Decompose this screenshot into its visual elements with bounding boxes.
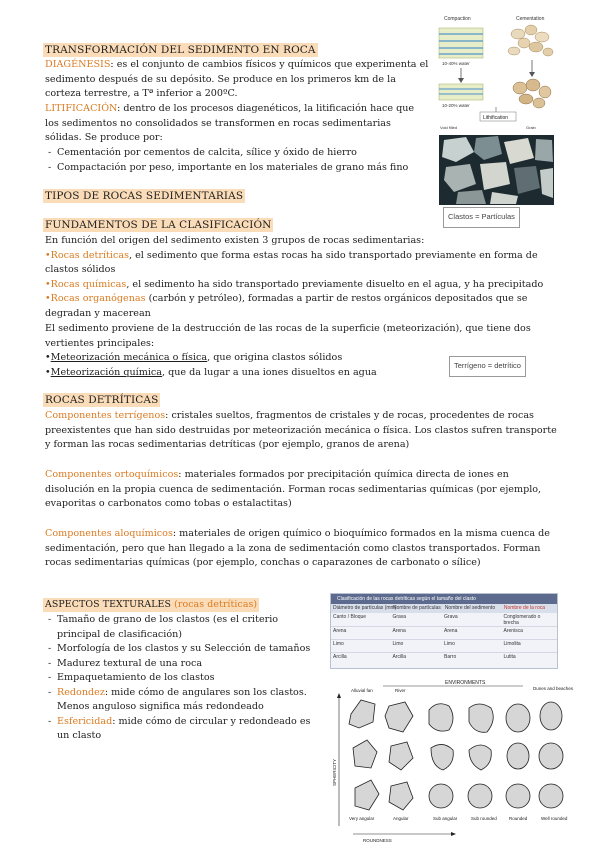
- list-item: - Morfología de los clastos y su Selección de tamaños: [45, 642, 315, 657]
- litificacion-list: [45, 146, 425, 175]
- grains-bottom-row: [355, 780, 563, 810]
- list-item-detriticas: •Rocas detríticas, el sedimento que forma estas rocas ha sido transportado previamente en forma de clastos sólidos: [45, 249, 538, 275]
- label-dunes: Dunes and beaches: [533, 686, 574, 691]
- header-cell: Nombre de partículas: [393, 605, 441, 611]
- grain-cluster-1: [508, 25, 553, 56]
- header-cell: Nombre del sedimento: [444, 605, 496, 611]
- label-alluvial: Alluvial fan: [351, 688, 373, 693]
- label-rounded: Rounded: [509, 816, 528, 821]
- label-environments: ENVIRONMENTS: [445, 680, 486, 686]
- section-texturales: [43, 598, 259, 613]
- label-water2: 10-20% water: [442, 103, 470, 108]
- section-detriticas: [43, 393, 160, 409]
- list-item: - Madurez textural de una roca: [45, 657, 315, 672]
- table-title: Clasificación de las rocas detríticas según el tamaño del clasto: [331, 594, 557, 604]
- paragraph-ortoquimicos: Componentes ortoquímicos: materiales formados por precipitación química directa de iones en disolución en la propia cuenca de sedimentación. Forman rocas sedimentarias químicas (por ejemplo, evaporitas o carbonatos como tobas o estalactitas): [45, 469, 542, 509]
- table-row: Arena Arena Arena Arenisca: [331, 627, 557, 640]
- label-water1: 10-40% water: [442, 61, 470, 66]
- header-cell: Nombre de la roca: [503, 605, 546, 611]
- heading-detriticas: ROCAS DETRÍTICAS: [45, 394, 159, 406]
- heading-texturales: ASPECTOS TEXTURALES (rocas detríticas): [45, 599, 258, 610]
- text-diagenesis: : es el conjunto de cambios físicos y químicos que experimenta el sedimento después de su depósito. Se produce en los primeros km de la corteza terrestre, a Tª inferior a 200ºC.: [45, 59, 429, 99]
- table-row: Limo Limo Limo Limolita: [331, 640, 557, 653]
- label-angular: Angular: [393, 816, 409, 821]
- text-intro: En función del origen del sedimento existen 3 grupos de rocas sedimentarias:: [45, 235, 425, 246]
- paragraph-terrigenos: Componentes terrígenos: cristales sueltos, fragmentos de cristales y de rocas, procedentes de rocas preexistentes que han sido destruidas por meteorización mecánica o física. Los clastos sufren transporte y forman las rocas sedimentarias detríticas (por ejemplo, granos de arena): [45, 410, 557, 450]
- paragraph-aloquimicos: Componentes aloquímicos: materiales de origen químico o bioquímico formados en la misma cuenca de sedimentación, pero que han llegado a la zona de sedimentación como clastos transportados. Forman rocas sedimentarias químicas (por ejemplo, conchas o caparazones de carbonato o sílice): [45, 528, 550, 568]
- list-item: - Compactación por peso, importante en los materiales de grano más fino: [45, 161, 425, 176]
- label-river: River: [395, 688, 406, 693]
- meteorizacion-list: [45, 351, 445, 380]
- table-row: Arcilla Arcilla Barro Lutita: [333, 654, 516, 660]
- text-origin: El sedimento proviene de la destrucción de las rocas de la superficie (meteorización), que tiene dos vertientes principales:: [45, 323, 531, 349]
- term-diagenesis: DIAGÉNESIS: [45, 59, 111, 70]
- list-item: - Tamaño de grano de los clastos (es el criterio principal de clasificación): [45, 613, 315, 642]
- fundamentos-body: [45, 234, 555, 321]
- label-sphericity: SPHERICITY: [332, 758, 337, 786]
- header-cell: Diámetro de partículas (mm): [333, 605, 397, 611]
- classification-table: [330, 593, 558, 669]
- label-cementation: Cementation: [516, 16, 545, 22]
- heading-transformacion: TRANSFORMACIÓN DEL SEDIMENTO EN ROCA: [45, 44, 316, 56]
- compacted-block: [439, 84, 483, 100]
- roundness-diagram: [333, 676, 578, 846]
- heading-fundamentos: FUNDAMENTOS DE LA CLASIFICACIÓN: [45, 219, 272, 231]
- lithification-diagram: [436, 12, 566, 212]
- label-grain: Grain: [526, 125, 536, 130]
- list-item: - Cementación por cementos de calcita, sílice y óxido de hierro: [45, 146, 425, 161]
- term-litificacion: LITIFICACIÓN: [45, 103, 118, 114]
- list-item: - Empaquetamiento de los clastos: [45, 671, 315, 686]
- texturales-list: [45, 613, 315, 744]
- grain-cluster-2: [513, 79, 551, 108]
- paragraph-litificacion: [45, 102, 430, 146]
- table-row: Canto / Bloque Grava Grava Conglomerado o brecha: [331, 613, 557, 627]
- caption-clastos: Clastos = Partículas: [443, 207, 520, 228]
- label-compaction: Compaction: [444, 16, 471, 22]
- section-transformacion: [43, 43, 318, 59]
- caption-terrigeno: Terrígeno = detrítico: [449, 356, 526, 377]
- grains-mid-row: [353, 740, 563, 770]
- text-litificacion: : dentro de los procesos diagenéticos, la litificación hace que los sedimentos no consolidados se transformen en rocas sedimentarias sólidas. Se produce por:: [45, 103, 415, 143]
- paragraph-diagenesis: [45, 58, 430, 102]
- label-very-angular: Very angular: [349, 816, 375, 821]
- section-fundamentos: [43, 218, 273, 234]
- table-header: [331, 604, 557, 613]
- label-void: Void filled: [440, 125, 458, 130]
- list-item-quimica: •Meteorización química, que da lugar a una iones disueltos en agua: [45, 366, 377, 378]
- list-item: - Esfericidad: mide cómo de circular y redondeado es un clasto: [45, 715, 315, 744]
- label-lithification: Lithification: [483, 115, 509, 121]
- list-item-mecanica: •Meteorización mecánica o física, que origina clastos sólidos: [45, 352, 343, 363]
- section-tipos: [43, 189, 245, 205]
- roundness-figure: [333, 676, 578, 846]
- label-sub-rounded: Sub rounded: [471, 816, 497, 821]
- label-well-rounded: Well rounded: [541, 816, 568, 821]
- figure-lithification: [436, 12, 566, 212]
- heading-tipos: TIPOS DE ROCAS SEDIMENTARIAS: [45, 190, 244, 202]
- label-sub-angular: Sub angular: [433, 816, 458, 821]
- label-roundness: ROUNDNESS: [363, 838, 392, 843]
- list-item-organogenas: •Rocas organógenas (carbón y petróleo), formadas a partir de restos orgánicos depositados que se degradan y macerean: [45, 293, 528, 319]
- list-item: - Redondez: mide cómo de angulares son los clastos. Menos anguloso significa más redondeado: [45, 686, 315, 715]
- meteorizacion-body: [45, 322, 555, 351]
- grains-top-row: [349, 700, 562, 732]
- list-item-quimicas: •Rocas químicas, el sedimento ha sido transportado previamente disuelto en el agua, y ha precipitado: [45, 278, 544, 290]
